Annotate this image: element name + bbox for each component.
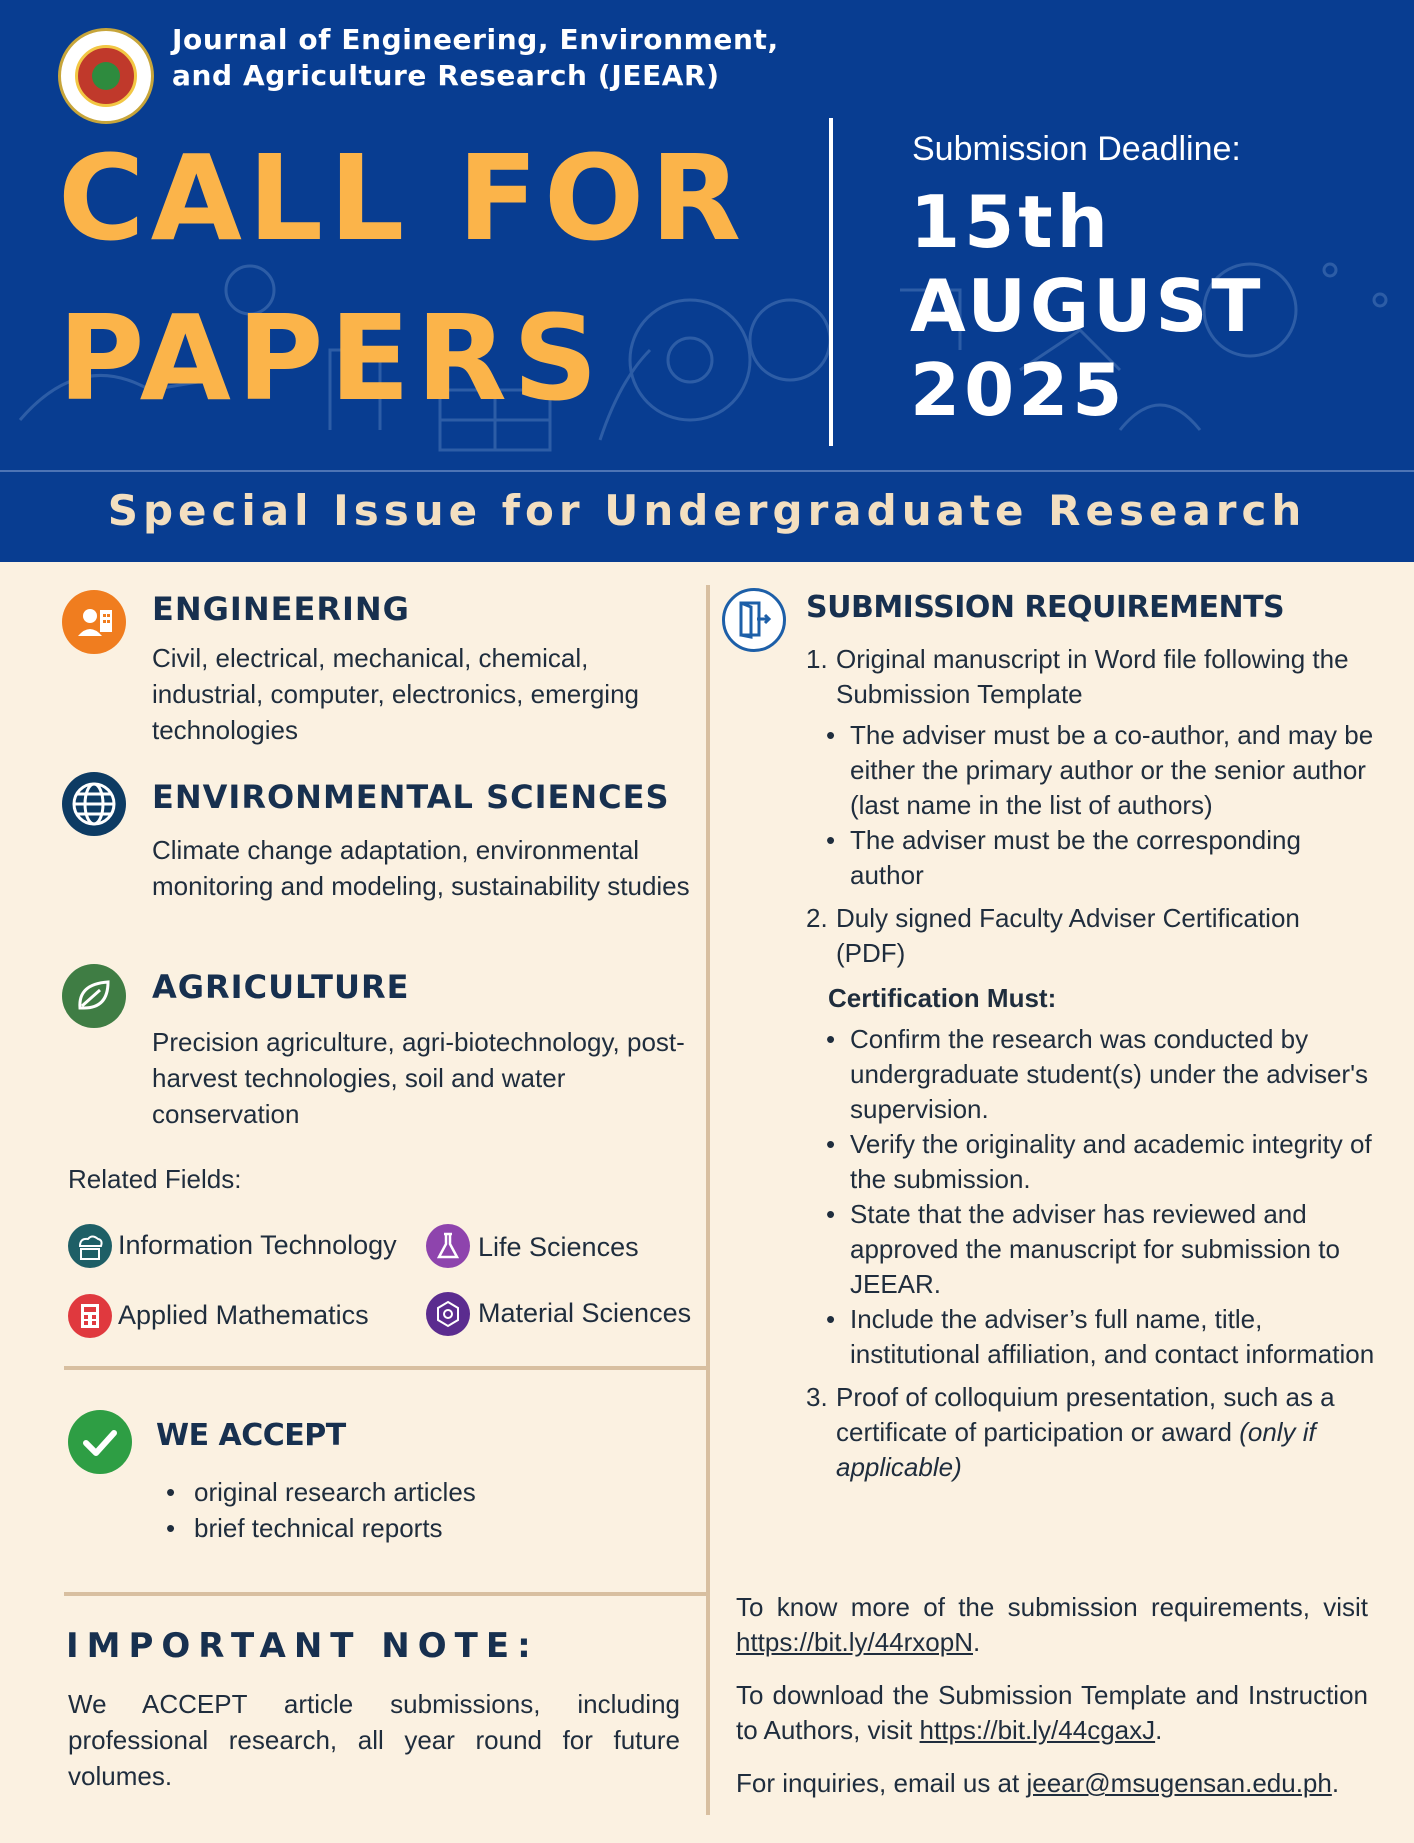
special-issue-banner: Special Issue for Undergraduate Research [107, 486, 1307, 535]
more-info-text: To know more of the submission requirements, visit https://bit.ly/44rxopN. [736, 1592, 1368, 1657]
requirement-bullet: • The adviser must be a co-author, and may be either the primary author or the senior author (last name in the list of authors) [826, 718, 1376, 823]
globe-icon [62, 772, 126, 836]
header-divider [0, 470, 1414, 472]
engineer-icon [62, 590, 126, 654]
requirement-text: Duly signed Faculty Adviser Certification (PDF) [836, 903, 1300, 968]
flask-icon [426, 1224, 470, 1268]
related-field-label: Applied Mathematics [118, 1300, 369, 1330]
related-field-label: Life Sciences [478, 1232, 639, 1262]
deadline-day: 15th [910, 180, 1112, 264]
certification-must-label: Certification Must: [828, 983, 1057, 1013]
requirement-number: 1. [806, 644, 828, 674]
accept-item: • original research articles [166, 1474, 476, 1510]
call-heading-line1: CALL FOR [58, 129, 748, 267]
inquiry-label: For inquiries, email us at [736, 1768, 1020, 1798]
requirement-note: (only if applicable) [836, 1417, 1316, 1482]
deadline-date [910, 180, 1370, 432]
requirement-bullet: • The adviser must be the corresponding author [826, 823, 1376, 893]
field-title-engineering: ENGINEERING [152, 590, 410, 628]
certification-bullet: • Confirm the research was conducted by undergraduate student(s) under the adviser's supervision. [826, 1022, 1376, 1127]
deadline-year: 2025 [910, 348, 1127, 432]
certification-bullet: • Verify the originality and academic integrity of the submission. [826, 1127, 1376, 1197]
requirements-link[interactable]: https://bit.ly/44rxopN [736, 1627, 973, 1657]
download-info-text: To download the Submission Template and Instruction to Authors, visit https://bit.ly/44cgaxJ. [736, 1680, 1368, 1745]
requirement-item-2 [806, 901, 1376, 1372]
journal-title [172, 22, 792, 94]
related-fields-label: Related Fields: [68, 1164, 242, 1194]
column-divider [706, 585, 710, 1815]
deadline-label: Submission Deadline: [912, 130, 1241, 168]
inquiry-text: For inquiries, email us at jeear@msugensan.edu.ph. [736, 1768, 1340, 1798]
checkmark-icon [68, 1410, 132, 1474]
journal-title-line2: and Agriculture Research (JEEAR) [172, 59, 720, 92]
requirement-item-3 [806, 1380, 1376, 1485]
call-heading-line2: PAPERS [58, 289, 604, 427]
field-desc-agriculture: Precision agriculture, agri-biotechnology, post-harvest technologies, soil and water conservation [152, 1027, 685, 1129]
deadline-month: AUGUST [910, 264, 1265, 348]
header-vertical-divider [829, 118, 833, 446]
requirement-text: Proof of colloquium presentation, such as a certificate of participation or award [836, 1382, 1335, 1447]
field-title-agriculture: AGRICULTURE [152, 968, 410, 1006]
requirement-number: 3. [806, 1382, 828, 1412]
field-desc-environmental: Climate change adaptation, environmental monitoring and modeling, sustainability studies [152, 835, 690, 901]
accept-item: • brief technical reports [166, 1510, 476, 1546]
header-banner [0, 0, 1414, 562]
requirement-number: 2. [806, 903, 828, 933]
section-divider-1 [64, 1366, 708, 1370]
we-accept-title: WE ACCEPT [156, 1418, 346, 1453]
journal-title-line1: Journal of Engineering, Environment, [172, 23, 779, 56]
more-info-label: To know more of the submission requirements, visit [736, 1592, 1368, 1622]
cloud-computer-icon [68, 1224, 112, 1268]
requirement-item-1 [806, 642, 1376, 893]
certification-bullets [826, 1022, 1376, 1372]
submit-door-icon [722, 588, 786, 652]
certification-bullet: • State that the adviser has reviewed and approved the manuscript for submission to JEEAR. [826, 1197, 1376, 1302]
template-link[interactable]: https://bit.ly/44cgaxJ [919, 1715, 1156, 1745]
download-info-label: To download the Submission Template and Instruction to Authors, visit [736, 1680, 1368, 1745]
inquiry-email-link[interactable]: jeear@msugensan.edu.ph [1026, 1768, 1332, 1798]
university-seal-logo [58, 28, 154, 124]
related-field-label: Information Technology [118, 1230, 397, 1260]
field-desc-engineering: Civil, electrical, mechanical, chemical, industrial, computer, electronics, emerging technologies [152, 643, 640, 745]
section-divider-2 [64, 1592, 708, 1596]
important-note-title: IMPORTANT NOTE: [66, 1626, 539, 1666]
leaf-icon [62, 964, 126, 1028]
submission-requirements-title: SUBMISSION REQUIREMENTS [806, 590, 1285, 625]
requirements-list [806, 642, 1376, 1493]
certification-bullet: • Include the adviser’s full name, title, institutional affiliation, and contact information [826, 1302, 1376, 1372]
requirement-1-bullets [826, 718, 1376, 893]
molecule-icon [426, 1292, 470, 1336]
call-for-papers-heading [58, 118, 798, 438]
important-note-body: We ACCEPT article submissions, including professional research, all year round for future volumes. [68, 1689, 680, 1791]
calculator-icon [68, 1294, 112, 1338]
requirement-text: Original manuscript in Word file following the Submission Template [836, 644, 1349, 709]
accept-list [166, 1474, 476, 1546]
related-field-label: Material Sciences [478, 1298, 692, 1328]
field-title-environmental: ENVIRONMENTAL SCIENCES [152, 778, 670, 816]
